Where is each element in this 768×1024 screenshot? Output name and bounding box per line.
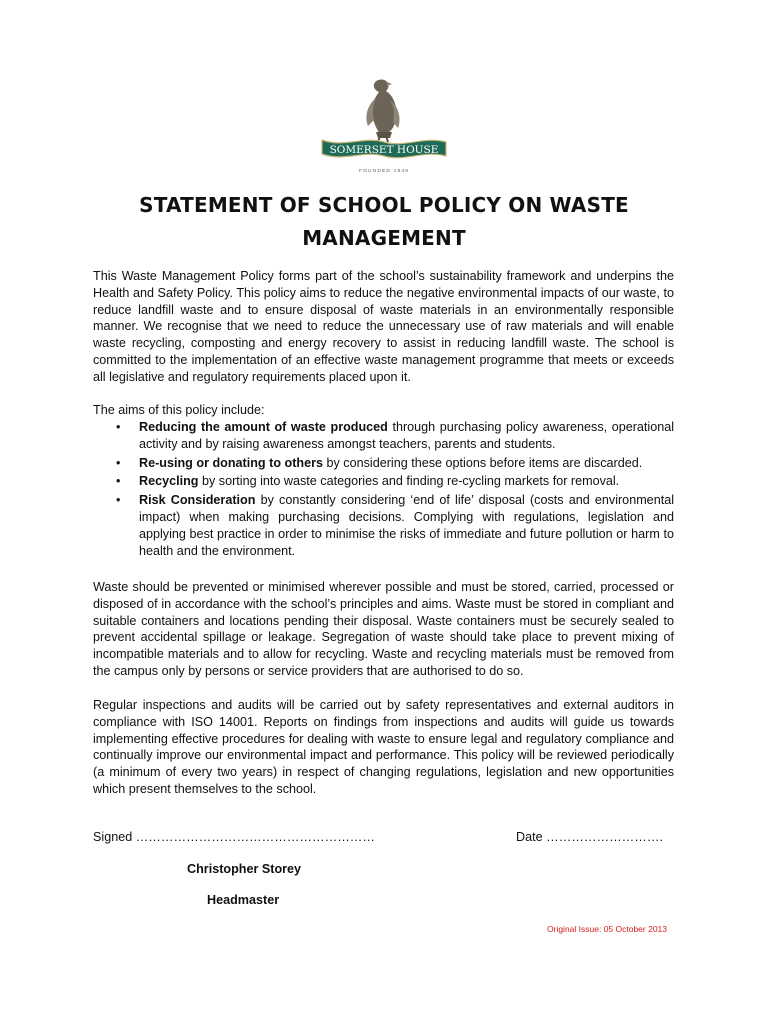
bullet-icon: • bbox=[116, 493, 121, 508]
aim-text: by considering these options before items are discarded. bbox=[323, 455, 643, 470]
date-line: Date ………………………. bbox=[516, 830, 663, 844]
signatory-name: Christopher Storey bbox=[187, 862, 302, 876]
signatory-role: Headmaster bbox=[207, 893, 280, 907]
inspections-paragraph: Regular inspections and audits will be carried out by safety representatives and external auditors in compliance with ISO 14001. Reports on findings from inspections and audits will guide us towards implementing effective procedures for dealing with waste to ensure legal and regulatory compliance and continually improve our environmental impact and performance. This policy will be reviewed periodically (a minimum of every two years) in respect of changing regulations, legislation and new opportunities which present themselves to the school. bbox=[93, 698, 674, 796]
signed-line: Signed ………………………………………………… bbox=[93, 830, 375, 844]
list-item bbox=[93, 455, 674, 472]
aim-title: Reducing the amount of waste produced bbox=[139, 420, 388, 434]
page-title-line-2: MANAGEMENT bbox=[302, 226, 466, 250]
school-logo bbox=[316, 76, 452, 176]
aim-title: Re-using or donating to others bbox=[139, 455, 323, 470]
original-issue-date: Original Issue: 05 October 2013 bbox=[547, 924, 668, 934]
list-item bbox=[93, 492, 674, 559]
aims-intro: The aims of this policy include: bbox=[93, 403, 265, 417]
intro-paragraph: This Waste Management Policy forms part of the school’s sustainability framework and underpins the Health and Safety Policy. This policy aims to reduce the negative environmental impacts of our waste, to reduce landfill waste and to ensure disposal of waste materials in an environmentally responsible manner. We recognise that we need to reduce the unnecessary use of raw materials and will enable waste recycling, composting and energy recovery to assist in reducing landfill waste. The school is committed to the implementation of an effective waste management programme that meets or exceeds all legislative and regulatory requirements placed upon it. bbox=[93, 269, 674, 384]
aim-text: through purchasing policy awareness, operational activity and by raising awareness amongst teachers, parents and students. bbox=[139, 420, 675, 451]
bullet-icon: • bbox=[116, 420, 121, 434]
aim-text: by sorting into waste categories and finding re-cycling markets for removal. bbox=[198, 474, 620, 489]
bullet-icon: • bbox=[116, 474, 121, 489]
aim-text: by constantly considering ‘end of life’ disposal (costs and environmental impact) when making purchasing decisions. Complying with regulations, legislation and applying best practice in order to minimise the risks of immediate and future pollution or harm to health and the environment. bbox=[139, 493, 674, 558]
waste-handling-paragraph: Waste should be prevented or minimised wherever possible and must be stored, carried, processed or disposed of in accordance with the school’s principles and aims. Waste must be stored in compliant and suitable containers and locations pending their disposal. Waste containers must be securely sealed to prevent accidental spillage or leakage. Segregation of waste should take place to prevent mixing of incompatible materials and to allow for recycling. Waste and recycling materials must be removed from the campus only by persons or service providers that are authorised to do so. bbox=[93, 580, 674, 678]
eagle-crest-icon bbox=[366, 80, 399, 142]
logo-name: SOMERSET HOUSE bbox=[329, 144, 439, 156]
bullet-icon: • bbox=[116, 455, 121, 470]
logo-founded: FOUNDED 1948 bbox=[358, 169, 410, 174]
aims-list bbox=[93, 419, 674, 561]
page-title-line-1: STATEMENT OF SCHOOL POLICY ON WASTE bbox=[139, 193, 629, 217]
list-item bbox=[93, 473, 674, 490]
aim-title: Recycling bbox=[139, 474, 199, 489]
aim-title: Risk Consideration bbox=[139, 493, 256, 508]
list-item bbox=[93, 419, 674, 453]
